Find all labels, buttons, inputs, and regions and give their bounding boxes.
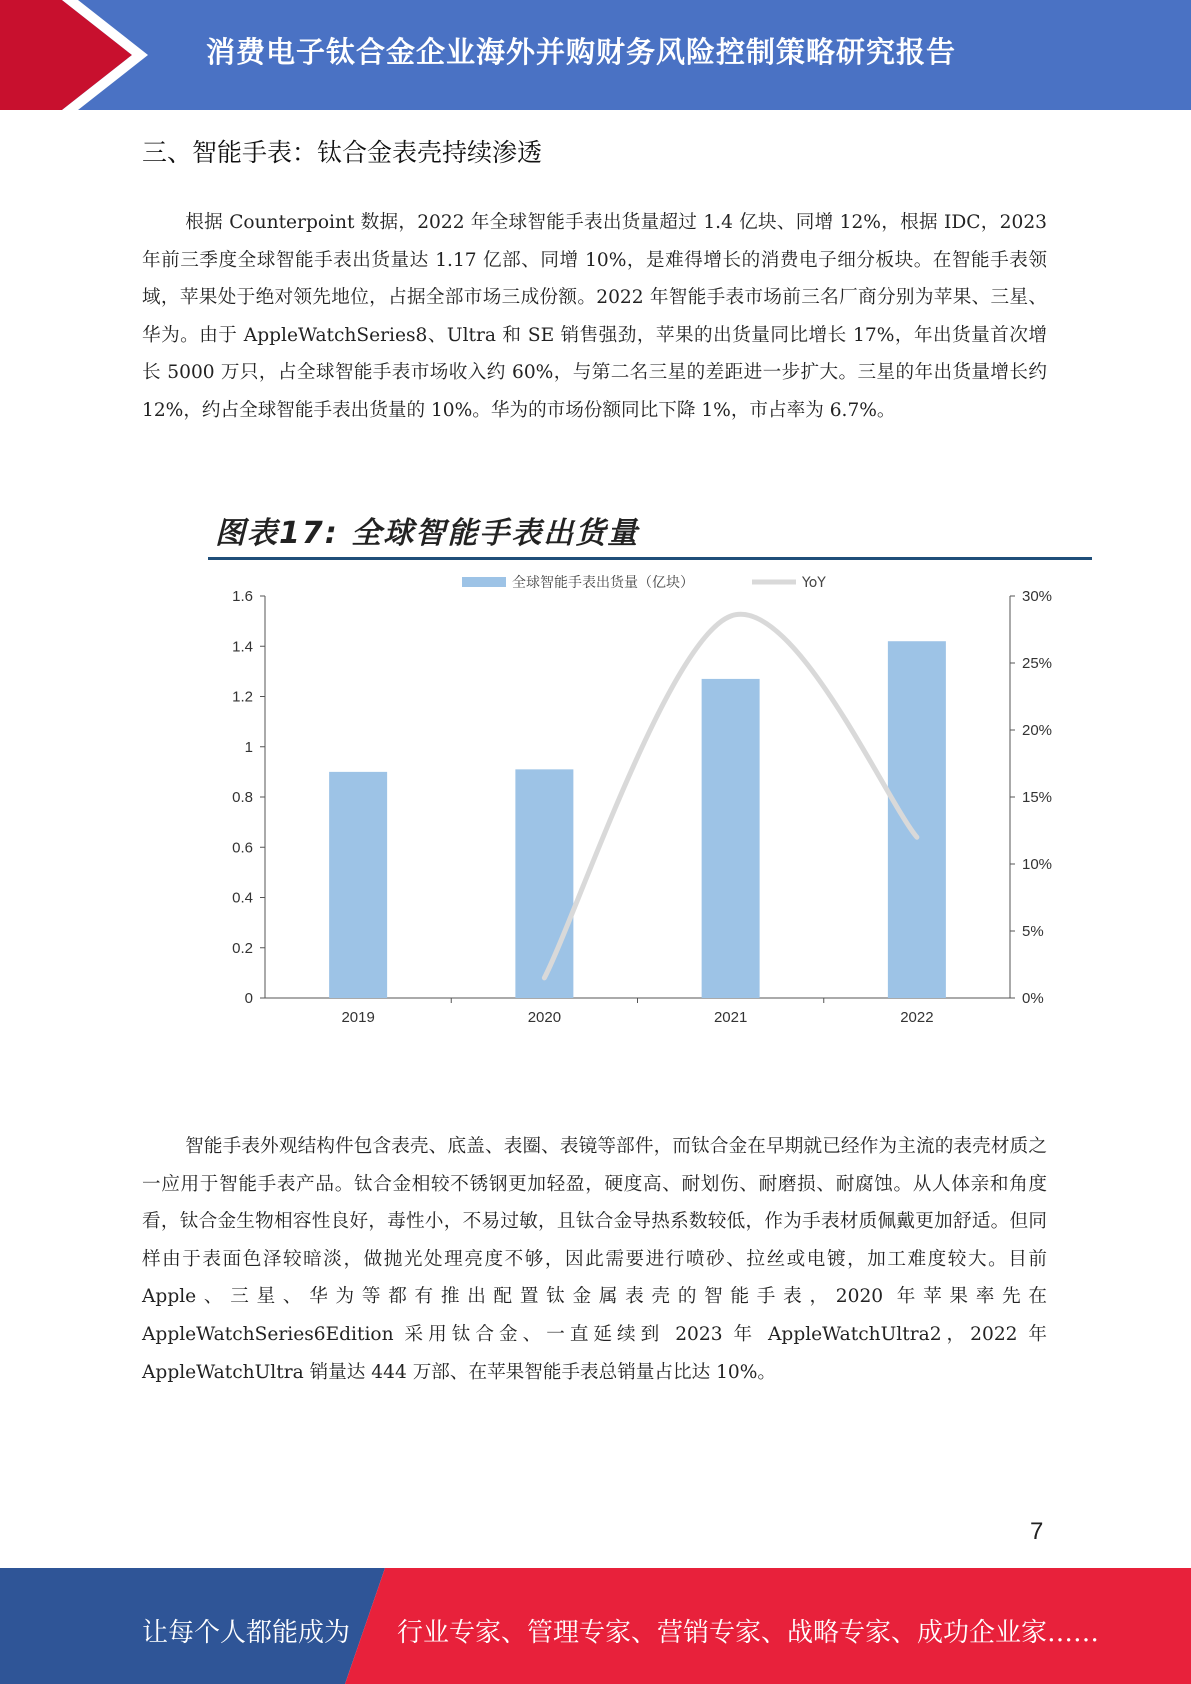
shipment-chart	[200, 570, 1080, 1040]
figure-title: 图表17: 全球智能手表出货量	[215, 516, 640, 551]
x-tick-label: 2019	[341, 1009, 375, 1026]
left-tick-label: 0	[244, 990, 253, 1007]
bar-2019	[329, 772, 387, 998]
right-tick-label: 5%	[1022, 923, 1044, 940]
right-tick-label: 10%	[1022, 856, 1053, 873]
report-title: 消费电子钛合金企业海外并购财务风险控制策略研究报告	[206, 35, 957, 69]
legend-line-label: YoY	[802, 575, 826, 591]
left-tick-label: 0.6	[232, 839, 253, 857]
right-tick-label: 0%	[1022, 990, 1044, 1007]
figure-divider	[208, 557, 1092, 560]
bar-2021	[702, 679, 760, 998]
legend-bar-swatch	[462, 577, 506, 587]
bar-2022	[888, 641, 946, 998]
right-tick-label: 20%	[1022, 722, 1053, 739]
left-tick-label: 0.8	[232, 789, 253, 806]
left-tick-label: 1.6	[232, 588, 253, 605]
left-tick-label: 1	[244, 738, 253, 756]
x-tick-label: 2020	[527, 1009, 562, 1026]
bar-2020	[515, 769, 573, 998]
page-number: 7	[1030, 1518, 1044, 1545]
page-header	[0, 0, 1191, 110]
left-tick-label: 1.2	[232, 688, 253, 706]
paragraph-market	[142, 204, 1047, 430]
x-tick-label: 2022	[900, 1009, 934, 1026]
paragraph-materials-text: 智能手表外观结构件包含表壳、底盖、表圈、表镜等部件，而钛合金在早期就已经作为主流的表壳材质之一应用于智能手表产品。钛合金相较不锈钢更加轻盈，硬度高、耐划伤、耐磨损、耐腐蚀。从人体亲和角度看，钛合金生物相容性良好，毒性小，不易过敏，且钛合金导热系数较低，作为手表材质佩戴更加舒适。但同样由于表面色泽较暗淡，做抛光处理亮度不够，因此需要进行喷砂、拉丝或电镀，加工难度较大。目前 Apple、三星、华为等都有推出配置钛金属表壳的智能手表，2020 年苹果率先在 AppleWatchSeries6Edition 采用钛合金、一直延续到 2023 年 AppleWatchUltra2，2022 年 AppleWatchUltra 销量达 444 万部、在苹果智能手表总销量占比达 10%。	[142, 1136, 1047, 1383]
footer-slogan-left: 让每个人都能成为	[142, 1618, 351, 1648]
left-tick-label: 0.2	[232, 939, 253, 957]
section-heading: 三、智能手表：钛合金表壳持续渗透	[142, 138, 543, 167]
footer-slogan-right: 行业专家、管理专家、营销专家、战略专家、成功企业家……	[397, 1618, 1100, 1648]
left-tick-label: 0.4	[232, 889, 253, 907]
header-chevron-icon	[0, 0, 160, 110]
paragraph-materials	[142, 1128, 1047, 1391]
legend-bar-label: 全球智能手表出货量（亿块）	[512, 575, 694, 591]
left-tick-label: 1.4	[232, 638, 253, 656]
right-tick-label: 15%	[1022, 789, 1053, 806]
right-tick-label: 30%	[1022, 588, 1053, 605]
paragraph-market-text: 根据 Counterpoint 数据，2022 年全球智能手表出货量超过 1.4 亿块、同增 12%，根据 IDC，2023 年前三季度全球智能手表出货量达 1.17 亿部、同增 10%，是难得增长的消费电子细分板块。在智能手表领域，苹果处于绝对领先地位，占据全部市场三成份额。2022 年智能手表市场前三名厂商分别为苹果、三星、华为。由于 AppleWatchSeries8、Ultra 和 SE 销售强劲，苹果的出货量同比增长 17%，年出货量首次增长 5000 万只，占全球智能手表市场收入约 60%，与第二名三星的差距进一步扩大。三星的年出货量增长约 12%，约占全球智能手表出货量的 10%。华为的市场份额同比下降 1%，市占率为 6.7%。	[142, 212, 1047, 421]
right-tick-label: 25%	[1022, 655, 1053, 672]
x-tick-label: 2021	[713, 1009, 748, 1026]
page-footer	[0, 1568, 1191, 1684]
